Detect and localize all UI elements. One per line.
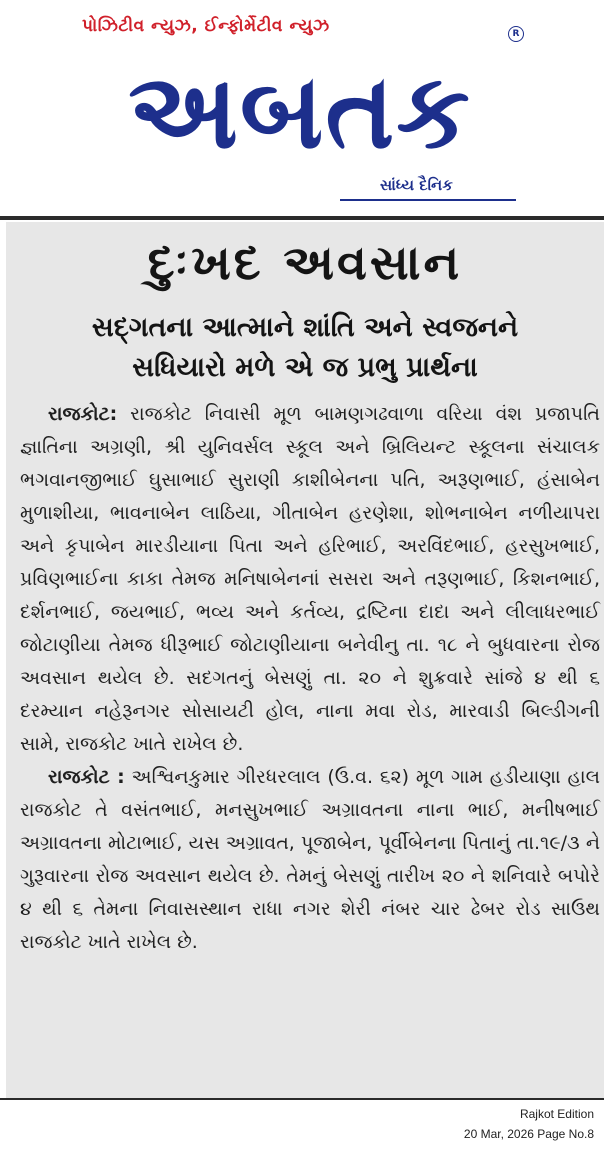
edition-info [464,1104,594,1144]
paragraph-text: રાજકોટ નિવાસી મૂળ બામણગઢવાળા વરિયા વંશ પ્રજાપતિ જ્ઞાતિના અગ્રણી, શ્રી યુનિવર્સલ સ્કૂલ અને બ્રિલિયન્ટ સ્કૂલના સંચાલક ભગવાનજીભાઈ ઘુસાભાઈ સુરાણી કાશીબેનના પતિ, અરૂણભાઈ, હંસાબેન મુળાશીયા, ભાવનાબેન લાઠિયા, ગીતાબેન હરણેશા, શોભનાબેન નળીયાપરા અને કૃપાબેન મારડીયાના પિતા અને હરિભાઈ, અરવિંદભાઈ, હરસુખભાઈ, પ્રવિણભાઈના કાકા તેમજ મનિષાબેનનાં સસરા અને તરૂણભાઈ, કિશનભાઈ, દર્શનભાઈ, જયભાઈ, ભવ્ય અને કર્તવ્ય, દ્રષ્ટિના દાદા અને લીલાધરભાઈ જોટાણીયા તેમજ ધીરૂભાઈ જોટાણીયાના બનેવીનુ તા. ૧૮ ને બુધવારના રોજ અવસાન થયેલ છે. સદગતનું બેસણું તા. ૨૦ ને શુક્રવારે સાંજે ૪ થી ૬ દરમ્યાન નહેરૂનગર સોસાયટી હોલ, નાના મવા રોડ, મારવાડી બિલ્ડીગની સામે, રાજકોટ ખાતે રાખેલ છે. [20,403,600,755]
bottom-divider [0,1098,604,1100]
obituary-article [6,222,604,1098]
article-paragraph [20,761,600,959]
masthead [0,0,604,215]
article-headline: દુઃખદ અવસાન [147,235,463,291]
registered-mark-icon: R [508,26,524,42]
article-subheadline-2: સધિયારો મળે એ જ પ્રભુ પ્રાર્થના [132,352,478,383]
article-subheadline-1: સદ્ગતના આત્માને શાંતિ અને સ્વજનને [91,312,519,343]
top-divider [0,216,604,220]
masthead-subtitle: સાંધ્ય દૈનિક [380,176,453,194]
article-paragraph [20,398,600,761]
newspaper-logo: અબતક [128,50,472,172]
edition-date-page: 20 Mar, 2026 Page No.8 [463,1127,594,1141]
edition-name: Rajkot Edition [519,1107,594,1121]
masthead-underline [340,199,516,201]
masthead-tagline: પોઝિટીવ ન્યુઝ, ઈન્ફોર્મેટીવ ન્યુઝ [82,16,330,36]
dateline: રાજકોટ: [48,403,118,425]
paragraph-text: અશ્વિનકુમાર ગીરધરલાલ (ઉ.વ. ૬૨) મૂળ ગામ હડીયાણા હાલ રાજકોટ તે વસંતભાઈ, મનસુખભાઈ અગ્રાવતના નાના ભાઈ, મનીષભાઈ અગ્રાવતના મોટાભાઈ, યસ અગ્રાવત, પૂજાબેન, પૂર્વીબેનના પિતાનું તા.૧૯/૩ ને ગુરૂવારના રોજ અવસાન થયેલ છે. તેમનું બેસણું તારીખ ૨૦ ને શનિવારે બપોરે ૪ થી ૬ તેમના નિવાસસ્થાન રાધા નગર શેરી નંબર ચાર ઢેબર રોડ સાઉથ રાજકોટ ખાતે રાખેલ છે. [20,766,600,953]
dateline: રાજકોટ : [48,766,125,788]
article-body [20,398,600,959]
